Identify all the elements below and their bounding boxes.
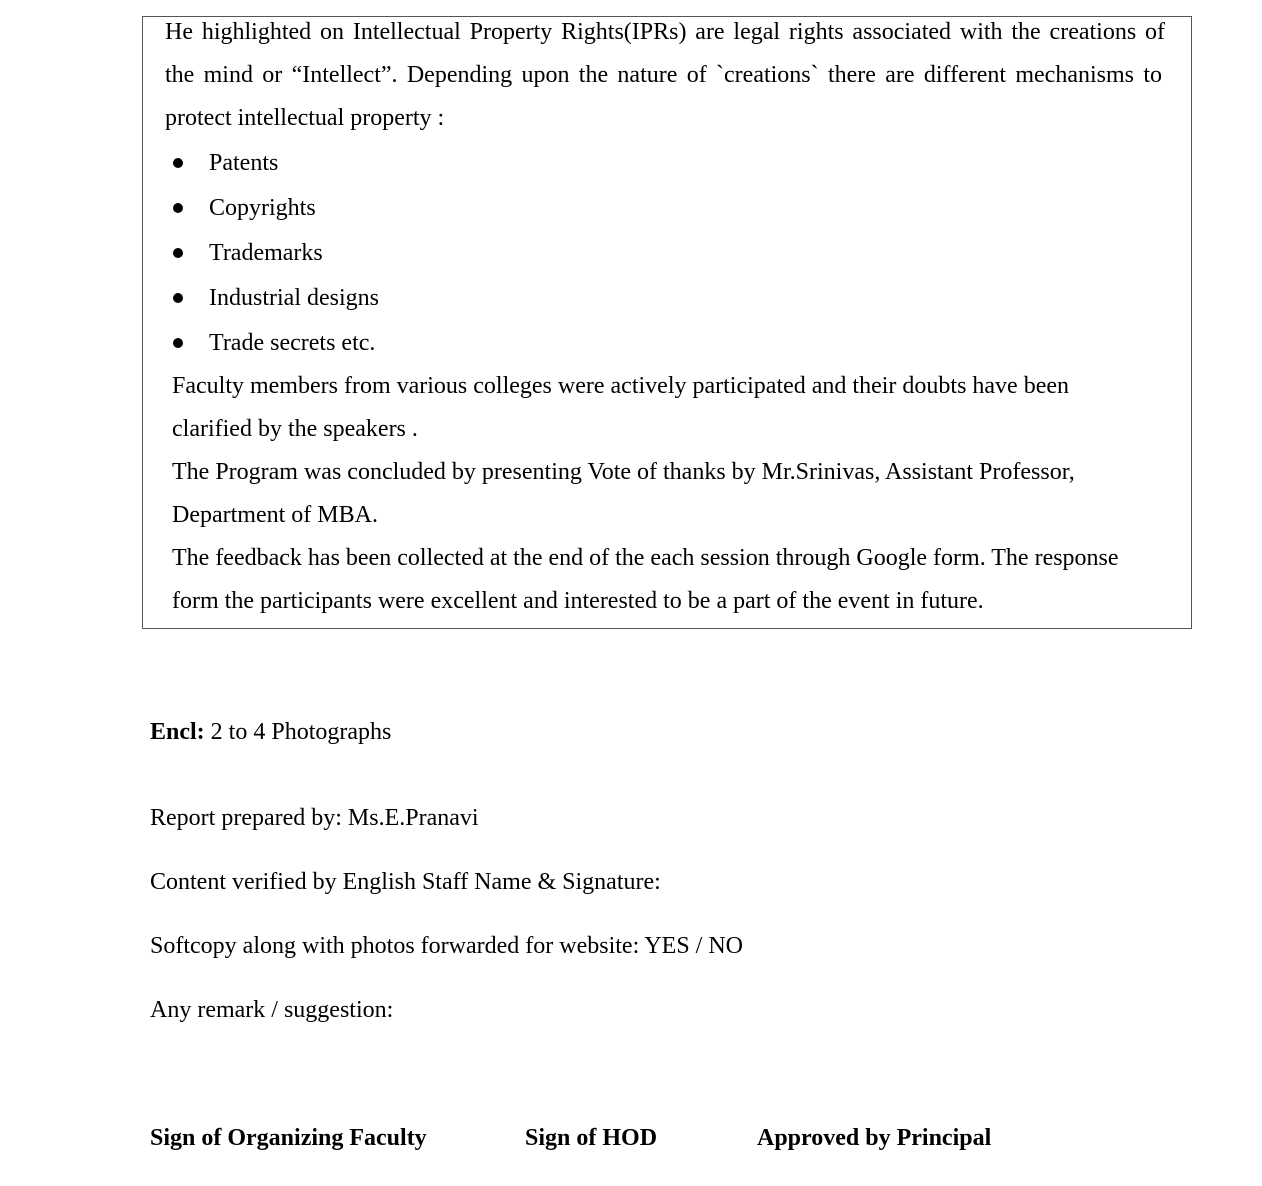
bullet-icon (173, 338, 183, 348)
bullet-icon (173, 158, 183, 168)
paragraph-line-4: Department of MBA. (172, 502, 378, 528)
enclosure-line (150, 717, 391, 747)
bullet-icon (173, 248, 183, 258)
remark-suggestion: Any remark / suggestion: (150, 997, 394, 1023)
bullet-item-copyrights: Copyrights (209, 195, 316, 221)
sign-organizing-faculty: Sign of Organizing Faculty (150, 1125, 427, 1151)
enclosure-label: Encl: (150, 719, 205, 745)
bullet-item-trademarks: Trademarks (209, 240, 323, 266)
content-verified-by: Content verified by English Staff Name & Signature: (150, 869, 661, 895)
bullet-item-industrial-designs: Industrial designs (209, 285, 379, 311)
bullet-icon (173, 203, 183, 213)
paragraph-line-6: form the participants were excellent and interested to be a part of the event in future. (172, 588, 984, 614)
intro-line-3: protect intellectual property : (165, 105, 445, 131)
bullet-item-patents: Patents (209, 150, 279, 176)
report-prepared-by: Report prepared by: Ms.E.Pranavi (150, 805, 479, 831)
paragraph-line-1: Faculty members from various colleges were actively participated and their doubts have been (172, 373, 1070, 399)
enclosure-value: 2 to 4 Photographs (204, 719, 392, 745)
paragraph-line-3: The Program was concluded by presenting Vote of thanks by Mr.Srinivas, Assistant Professor, (172, 459, 1075, 485)
bullet-item-trade-secrets: Trade secrets etc. (209, 330, 376, 356)
intro-line-2: the mind or “Intellect”. Depending upon the nature of `creations` there are different mechanisms to (165, 62, 1162, 88)
sign-hod: Sign of HOD (525, 1125, 658, 1151)
approved-by-principal: Approved by Principal (757, 1125, 992, 1151)
paragraph-line-5: The feedback has been collected at the end of the each session through Google form. The response (172, 545, 1119, 571)
paragraph-line-2: clarified by the speakers . (172, 416, 418, 442)
bullet-icon (173, 293, 183, 303)
intro-line-1: He highlighted on Intellectual Property Rights(IPRs) are legal rights associated with the creations of (165, 19, 1165, 45)
softcopy-forwarded: Softcopy along with photos forwarded for website: YES / NO (150, 933, 744, 959)
